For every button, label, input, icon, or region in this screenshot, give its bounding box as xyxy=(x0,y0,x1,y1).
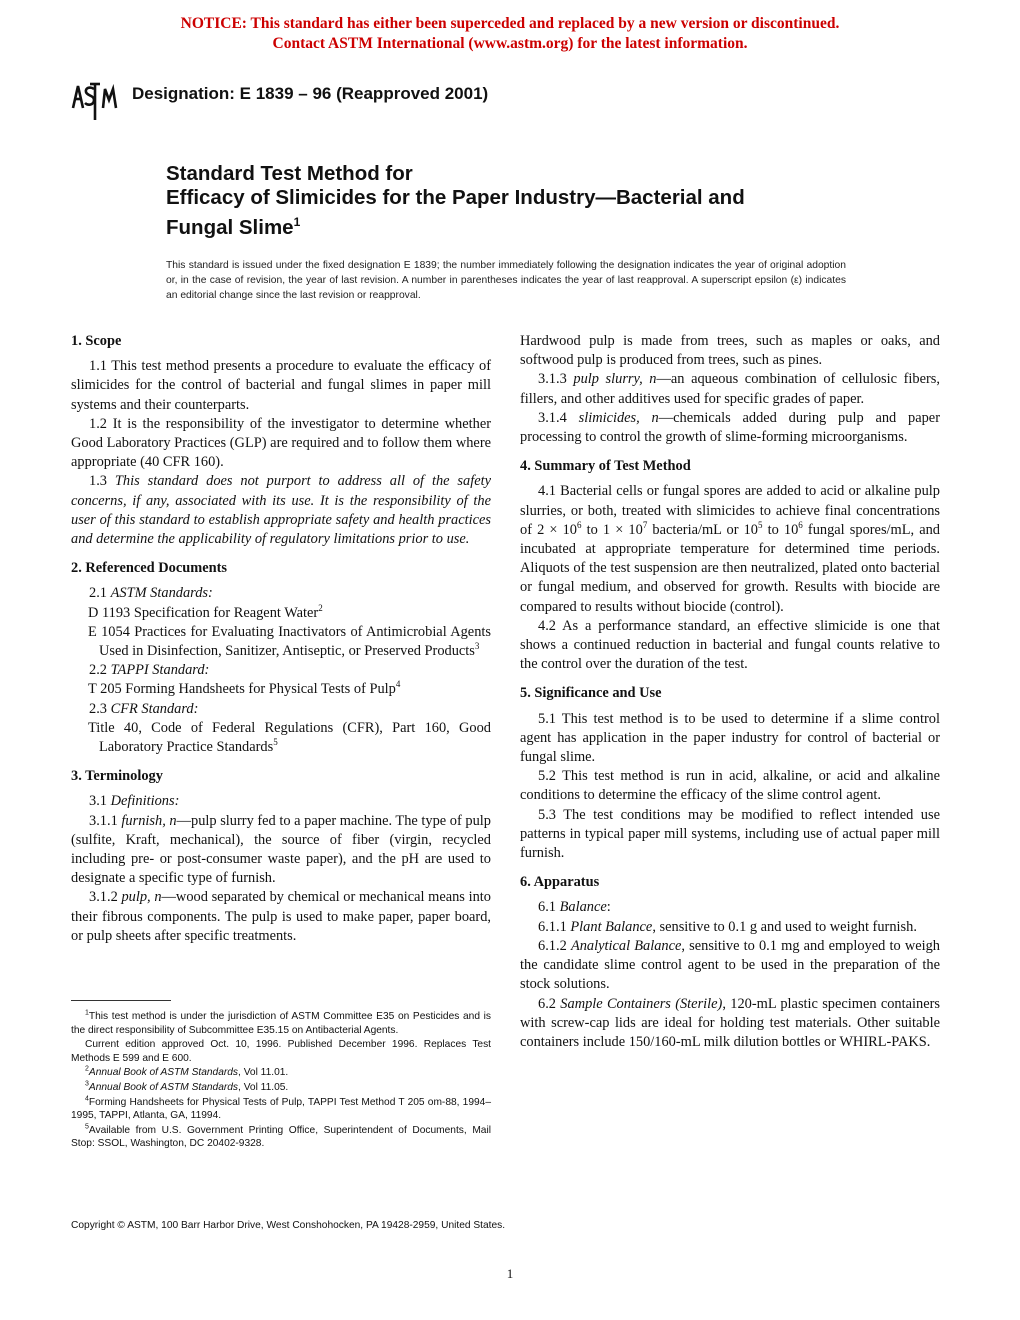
para-4-1-part-b: to 1 × 10 xyxy=(581,521,643,538)
para-1-2: 1.2 It is the responsibility of the investigator to determine whether Good Laboratory Practices (GLP) are required and to follow them where appropriate (40 CFR 160). xyxy=(71,415,491,471)
para-6-1-num: 6.1 xyxy=(538,899,556,916)
designation: Designation: E 1839 – 96 (Reapproved 2001) xyxy=(132,84,489,103)
section-6-heading: 6. Apparatus xyxy=(520,874,600,891)
para-4-1-exp-1: 6 xyxy=(577,520,582,531)
para-4-1-part-c: bacteria/mL or 10 xyxy=(647,521,758,538)
footnotes xyxy=(71,1010,491,1152)
footnote-2-book: Annual Book of ASTM Standards xyxy=(88,1067,239,1079)
para-6-1-colon: : xyxy=(606,899,611,916)
para-6-2-num: 6.2 xyxy=(538,995,556,1012)
ref-e1054 xyxy=(71,623,491,661)
ref-title40 xyxy=(71,719,491,757)
left-column xyxy=(71,332,491,946)
title-footnote-mark: 1 xyxy=(293,215,301,229)
document-title xyxy=(166,162,745,240)
para-1-1: 1.1 This test method presents a procedure to evaluate the efficacy of slimicides for the control of bacterial and fungal slimes in paper mill systems and their counterparts. xyxy=(71,358,491,413)
astm-logo xyxy=(70,80,120,124)
para-3-1-4 xyxy=(520,409,940,447)
ref-d1193-fn: 2 xyxy=(318,602,323,613)
footnote-2 xyxy=(71,1066,491,1080)
para-6-2 xyxy=(520,995,940,1053)
footnote-1 xyxy=(71,1010,491,1037)
issue-statement: This standard is issued under the fixed designation E 1839; the number immediately following the designation indicates the year of original adoption or, in the case of revision, the year of last revision. A number in parentheses indicates the year of last reapproval. A superscript epsilon (ε) indicates an editorial change since the last revision or reapproval. xyxy=(166,260,846,301)
ref-e1054-fn: 3 xyxy=(474,641,480,652)
para-5-2: 5.2 This test method is run in acid, alkaline, or acid and alkaline conditions to determine the efficacy of the slime control agent. xyxy=(520,768,940,804)
ref-d1193 xyxy=(71,604,491,623)
ref-d1193-text: D 1193 Specification for Reagent Water xyxy=(88,604,319,621)
footnote-3 xyxy=(71,1081,491,1095)
title-line-3 xyxy=(166,210,745,240)
para-3-1-num: 3.1 xyxy=(89,793,107,810)
section-3-heading: 3. Terminology xyxy=(71,768,163,785)
title-line-2: Efficacy of Slimicides for the Paper Industry—Bacterial and xyxy=(166,186,745,209)
para-3-1-3-text: —an aqueous combination of cellulosic fibers, fillers, and other additives used for specific grades of paper. xyxy=(520,371,940,407)
title-line-1: Standard Test Method for xyxy=(166,162,413,185)
copyright: Copyright © ASTM, 100 Barr Harbor Drive, West Conshohocken, PA 19428-2959, United States. xyxy=(71,1220,506,1231)
footnote-4 xyxy=(71,1096,491,1123)
footnote-1-mark: 1 xyxy=(85,1009,89,1017)
para-4-1-exp-2: 7 xyxy=(642,520,648,531)
footnote-5-text: Available from U.S. Government Printing Office, Superintendent of Documents, Mail Stop: SSOL, Washington, DC 20402-9328. xyxy=(71,1124,491,1150)
footnote-4-text: Forming Handsheets for Physical Tests of Pulp, TAPPI Test Method T 205 om-88, 1994–1995, TAPPI, Atlanta, GA, 11994. xyxy=(71,1096,491,1122)
para-3-1-2-term: pulp, n xyxy=(121,889,162,906)
para-6-1-label: Balance xyxy=(559,899,607,916)
para-4-1-exp-4: 6 xyxy=(798,520,803,531)
section-5-heading: 5. Significance and Use xyxy=(520,685,662,702)
notice-banner xyxy=(0,14,1020,54)
para-6-1-2-term: Analytical Balance xyxy=(570,937,682,954)
para-4-1-part-e: fungal spores/mL, and incubated at appropriate temperature for determined time periods. Aliquots of the test suspension are then neutralized, plated onto bacterial or fungal medium, and observed for growth. Results with biocide are compared to results without biocide (control). xyxy=(520,521,941,615)
para-6-2-term: Sample Containers (Sterile) xyxy=(560,995,723,1012)
para-2-1-label: ASTM Standards: xyxy=(110,585,213,602)
ref-t205-text: T 205 Forming Handsheets for Physical Tests of Pulp xyxy=(88,681,396,698)
para-6-1-1 xyxy=(520,918,940,937)
para-1-3 xyxy=(71,472,491,549)
footnote-1-text: This test method is under the jurisdiction of ASTM Committee E35 on Pesticides and is the direct responsibility of Subcommittee E35.15 on Antibacterial Agents. xyxy=(71,1011,491,1036)
footnote-1b: Current edition approved Oct. 10, 1996. Published December 1996. Replaces Test Methods E 599 and E 600. xyxy=(71,1039,491,1064)
para-2-2-num: 2.2 xyxy=(89,662,107,679)
para-2-3 xyxy=(71,700,491,719)
footnote-divider xyxy=(71,1000,171,1001)
footnote-3-book: Annual Book of ASTM Standards xyxy=(88,1081,239,1093)
footnote-5-mark: 5 xyxy=(85,1123,89,1131)
section-1-heading: 1. Scope xyxy=(71,333,122,349)
para-4-1-part-d: to 10 xyxy=(762,521,799,538)
para-2-1-num: 2.1 xyxy=(89,585,107,602)
para-1-3-text: This standard does not purport to address all of the safety concerns, if any, associated with its use. It is the responsibility of the user of this standard to establish appropriate safety and health practices and determine the applicability of regulatory limitations prior to use. xyxy=(71,473,491,548)
para-3-1-2 xyxy=(71,888,491,946)
right-column xyxy=(520,332,940,1052)
para-6-1 xyxy=(520,898,940,917)
para-2-2 xyxy=(71,661,491,680)
notice-line-2: Contact ASTM International (www.astm.org) for the latest information. xyxy=(272,35,748,52)
para-3-1-2-continued: Hardwood pulp is made from trees, such as maples or oaks, and softwood pulp is produced from trees, such as pines. xyxy=(520,333,940,369)
para-2-3-label: CFR Standard: xyxy=(110,700,199,717)
para-2-3-num: 2.3 xyxy=(89,700,107,717)
page-number: 1 xyxy=(506,1266,514,1281)
para-3-1-2-num: 3.1.2 xyxy=(89,889,118,906)
para-4-2: 4.2 As a performance standard, an effective slimicide is one that shows a continued reduction in bacterial and fungal counts relative to the control over the duration of the test. xyxy=(520,617,940,673)
footnote-3-mark: 3 xyxy=(85,1080,89,1088)
para-3-1-3-num: 3.1.3 xyxy=(538,371,567,388)
notice-line-1: NOTICE: This standard has either been superceded and replaced by a new version or discontinued. xyxy=(180,15,840,32)
para-3-1-3 xyxy=(520,370,940,408)
para-6-1-1-text: , sensitive to 0.1 g and used to weight furnish. xyxy=(652,918,917,935)
footnote-5 xyxy=(71,1124,491,1151)
ref-t205 xyxy=(71,680,491,699)
para-3-1-3-term: pulp slurry, n xyxy=(573,371,657,388)
para-3-1-4-num: 3.1.4 xyxy=(538,409,567,426)
para-3-1-4-text: —chemicals added during pulp and paper processing to control the growth of slime-forming microorganisms. xyxy=(520,409,940,446)
ref-e1054-text: E 1054 Practices for Evaluating Inactivators of Antimicrobial Agents Used in Disinfection, Sanitizer, Antiseptic, or Preserved Products xyxy=(88,623,491,660)
para-6-1-2-num: 6.1.2 xyxy=(538,937,567,954)
section-2-heading: 2. Referenced Documents xyxy=(71,560,227,577)
para-3-1-1-num: 3.1.1 xyxy=(89,812,118,829)
footnote-2-mark: 2 xyxy=(85,1065,89,1073)
footnote-2-vol: , Vol 11.01. xyxy=(238,1067,289,1079)
para-1-3-num: 1.3 xyxy=(89,473,107,490)
para-2-1 xyxy=(71,584,491,603)
para-3-1 xyxy=(71,792,491,811)
para-6-1-1-term: Plant Balance xyxy=(570,918,653,935)
para-6-1-2-text: , sensitive to 0.1 mg and employed to weigh the candidate slime control agent to be used in the preparation of the stock solutions. xyxy=(520,937,941,993)
para-3-1-1-text: —pulp slurry fed to a paper machine. The type of pulp (sulfite, Kraft, mechanical), the source of fiber (virgin, recycled including pre- or post-consumer waste paper), and the pH are used to designate a specific type of furnish. xyxy=(71,812,491,887)
ref-title40-text: Title 40, Code of Federal Regulations (CFR), Part 160, Good Laboratory Practice Standards xyxy=(88,719,491,756)
para-4-1-part-a: 4.1 Bacterial cells or fungal spores are added to acid or alkaline pulp slurries, or both, treated with slimicides to achieve final concentrations of 2 × 10 xyxy=(520,483,940,538)
para-2-2-label: TAPPI Standard: xyxy=(110,662,210,679)
para-6-2-text: , 120-mL plastic specimen containers with screw-cap lids are ideal for holding test materials. Other suitable containers include 150/160-mL milk dilution bottles or WHIRL-PAKS. xyxy=(520,995,940,1050)
footnote-3-vol: , Vol 11.05. xyxy=(238,1081,289,1093)
para-4-1 xyxy=(520,482,940,616)
para-5-3: 5.3 The test conditions may be modified to reflect intended use patterns in typical paper mill systems, including use of actual paper mill furnish. xyxy=(520,806,940,862)
ref-title40-fn: 5 xyxy=(273,737,278,748)
para-3-1-4-term: slimicides, n xyxy=(578,409,659,426)
footnote-4-mark: 4 xyxy=(85,1095,89,1103)
section-4-heading: 4. Summary of Test Method xyxy=(520,458,691,475)
para-6-1-2 xyxy=(520,937,940,995)
para-5-1: 5.1 This test method is to be used to determine if a slime control agent has application in the paper industry for control of bacterial or fungal slime. xyxy=(520,710,940,766)
para-4-1-exp-3: 5 xyxy=(758,520,763,531)
para-3-1-1-term: furnish, n xyxy=(121,812,177,829)
para-3-1-2-text: —wood separated by chemical or mechanical means into their fibrous components. The pulp is used to make paper, paper board, or pulp sheets after specific treatments. xyxy=(71,889,491,944)
para-3-1-label: Definitions: xyxy=(110,793,180,810)
para-6-1-1-num: 6.1.1 xyxy=(538,918,567,935)
title-line-3-text: Fungal Slime xyxy=(166,215,294,239)
ref-t205-fn: 4 xyxy=(395,679,401,690)
para-3-1-1 xyxy=(71,812,491,889)
